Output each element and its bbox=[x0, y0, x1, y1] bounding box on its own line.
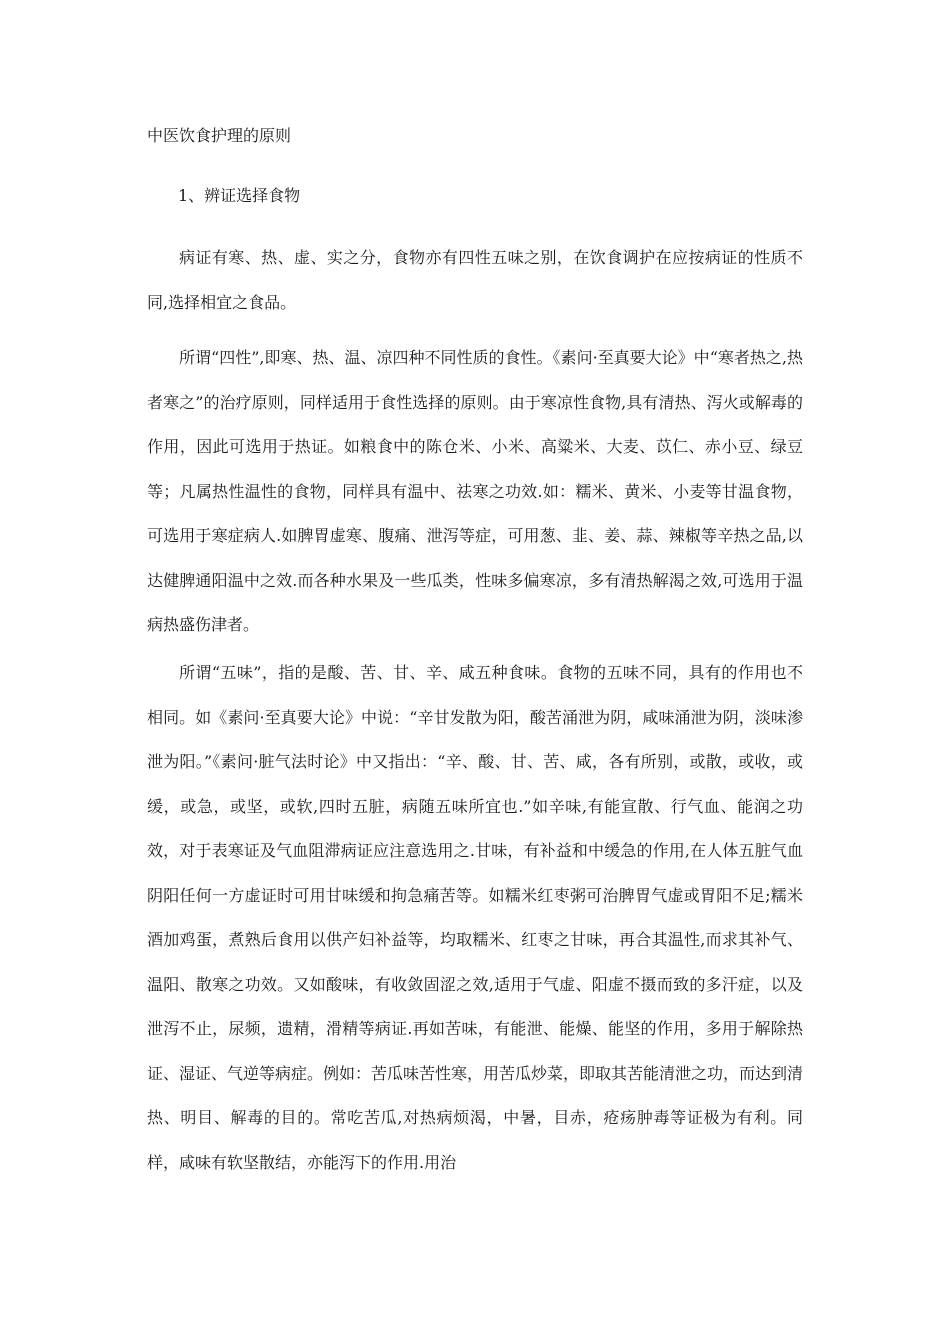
paragraph-five-flavors: 所谓“五味”，指的是酸、苦、甘、辛、咸五种食味。食物的五味不同，具有的作用也不相同。如《素问·至真要大论》中说：“辛甘发散为阳，酸苦涌泄为阴，咸味涌泄为阴，淡味渗泄为阳。”《素问·脏气法时论》中又指出：“辛、酸、甘、苦、咸，各有所别，或散，或收，或缓，或急，或坚，或软,四时五脏，病随五味所宜也.”如辛味,有能宣散、行气血、能润之功效，对于表寒证及气血阻滞病证应注意选用之.甘味，有补益和中缓急的作用,在人体五脏气血阴阳任何一方虚证时可用甘味缓和拘急痛苦等。如糯米红枣粥可治脾胃气虚或胃阳不足;糯米酒加鸡蛋，煮熟后食用以供产妇补益等，均取糯米、红枣之甘味，再合其温性,而求其补气、温阳、散寒之功效。又如酸味，有收敛固涩之效,适用于气虚、阳虚不摄而致的多汗症，以及泄泻不止，尿频，遗精，滑精等病证.再如苦味，有能泄、能燥、能坚的作用，多用于解除热证、湿证、气逆等病症。例如：苦瓜味苦性寒，用苦瓜炒菜，即取其苦能清泄之功，而达到清热、明目、解毒的目的。常吃苦瓜,对热病烦渴，中暑，目赤，疮疡肿毒等证极为有利。同样，咸味有软坚散结，亦能泻下的作用.用治 bbox=[147, 663, 804, 1172]
document-title: 中医饮食护理的原则 bbox=[147, 126, 292, 145]
section-heading: 1、辨证选择食物 bbox=[178, 186, 301, 205]
paragraph-four-natures: 所谓“四性”,即寒、热、温、凉四种不同性质的食性。《素问·至真要大论》中“寒者热之,热者寒之”的治疗原则，同样适用于食性选择的原则。由于寒凉性食物,具有清热、泻火或解毒的作用，因此可选用于热证。如粮食中的陈仓米、小米、高粱米、大麦、苡仁、赤小豆、绿豆等；凡属热性温性的食物，同样具有温中、祛寒之功效.如：糯米、黄米、小麦等甘温食物，可选用于寒症病人.如脾胃虚寒、腹痛、泄泻等症，可用葱、韭、姜、蒜、辣椒等辛热之品,以达健脾通阳温中之效.而各种水果及一些瓜类，性味多偏寒凉，多有清热解渴之效,可选用于温病热盛伤津者。 bbox=[147, 348, 803, 634]
paragraph-intro: 病证有寒、热、虚、实之分，食物亦有四性五味之别，在饮食调护在应按病证的性质不同,选择相宜之食品。 bbox=[147, 248, 803, 312]
